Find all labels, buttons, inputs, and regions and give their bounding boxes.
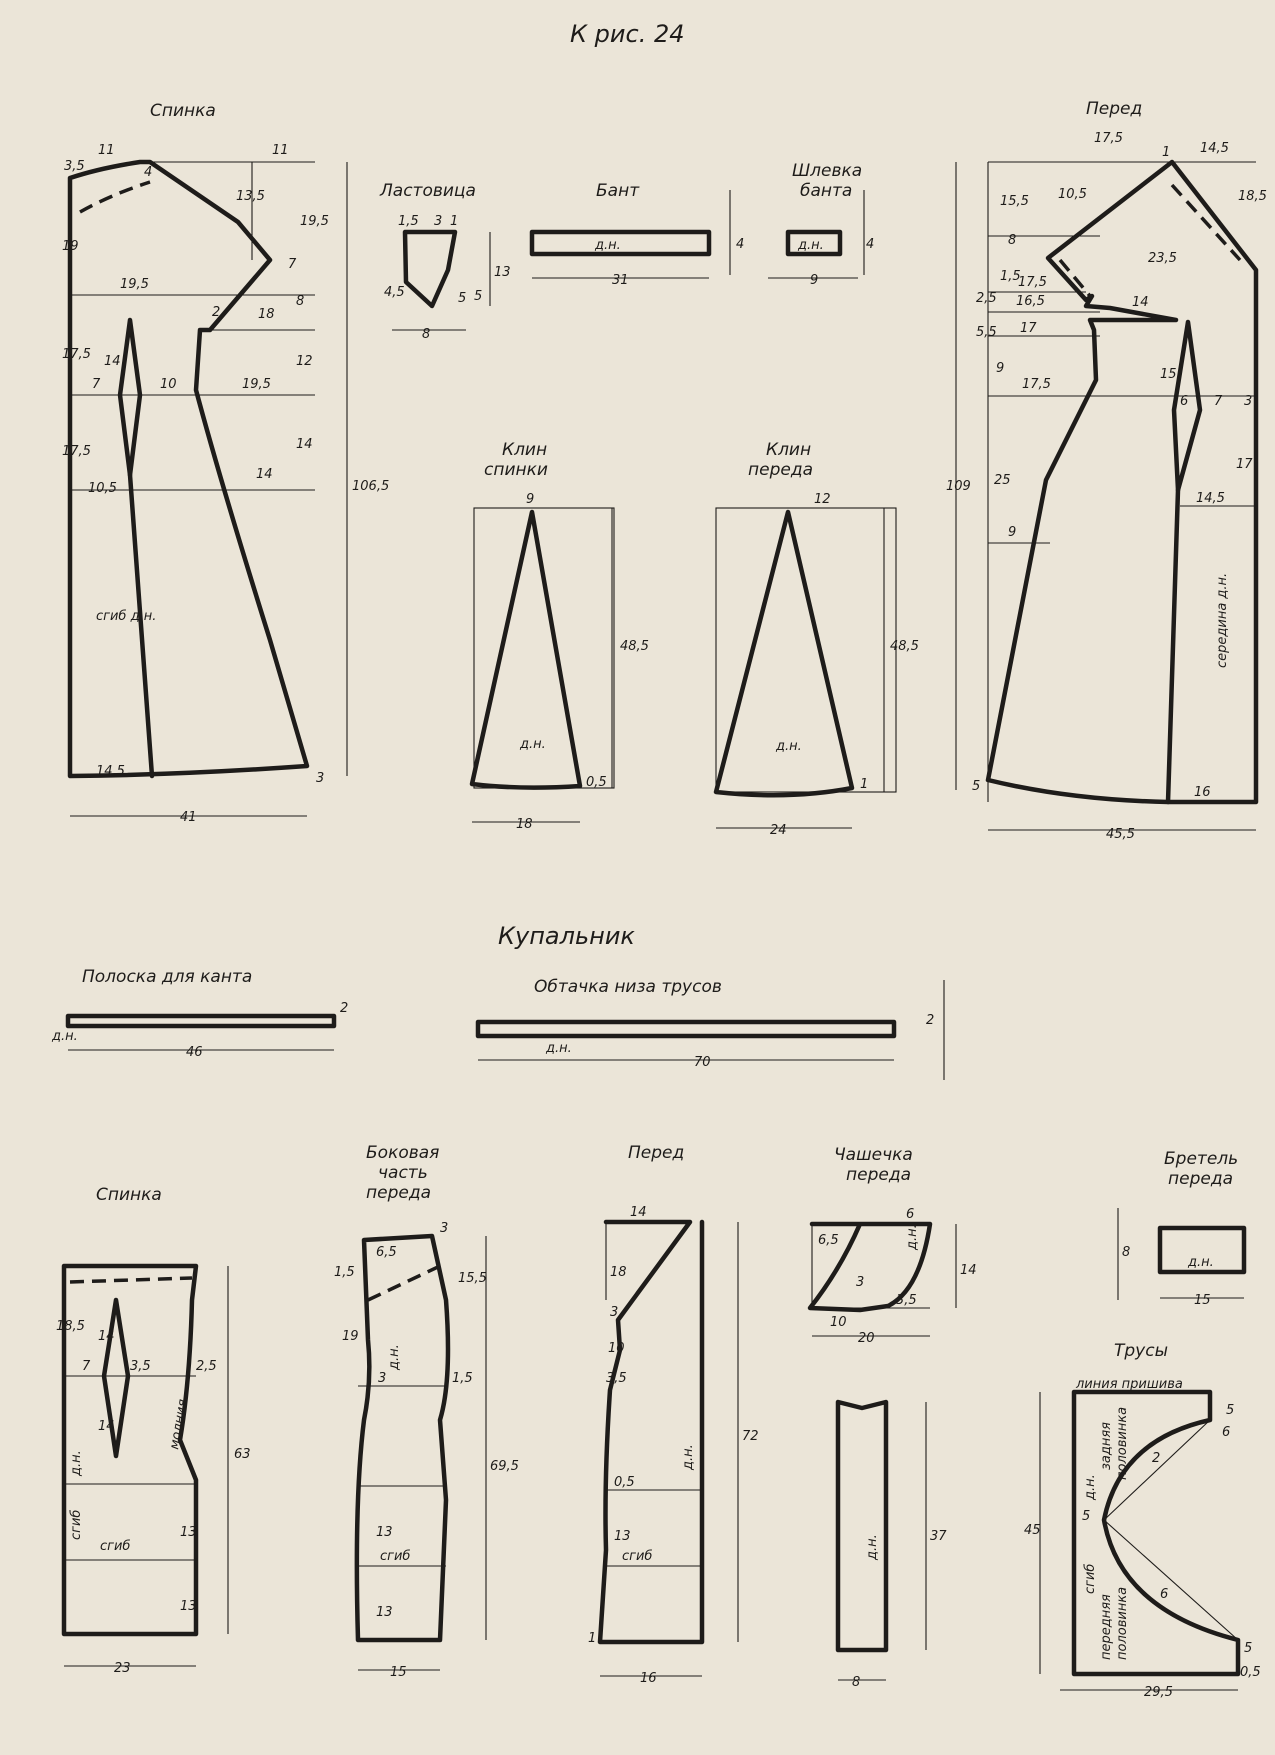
dress-gusset-pattern — [379, 181, 511, 342]
dress-front-m: 5 — [972, 779, 981, 794]
dress-back-m: 17,5 — [62, 347, 91, 362]
dress-front-m: 9 — [996, 361, 1005, 376]
strap-m: 8 — [1122, 1245, 1131, 1260]
swimsuit-briefs-pattern — [1024, 1341, 1261, 1700]
swim-front-m: 13 — [614, 1529, 631, 1544]
trim-strip-m: 46 — [186, 1045, 203, 1060]
dress-front-m: 109 — [946, 479, 971, 494]
swim-front-m: 14 — [630, 1205, 647, 1220]
briefs-m: 6 — [1222, 1425, 1231, 1440]
side-front-m: 15 — [390, 1665, 407, 1680]
dress-back-m: 19,5 — [300, 214, 329, 229]
strip-outline — [838, 1402, 886, 1650]
swim-front-m: 18 — [610, 1265, 627, 1280]
dress-back-m: 3 — [316, 771, 325, 786]
dress-front-m: 9 — [1008, 525, 1017, 540]
briefs-m: 5 — [1226, 1403, 1235, 1418]
swimsuit-strip-pattern — [838, 1402, 947, 1690]
side-front-m: 13 — [376, 1605, 393, 1620]
swim-back-m: 23 — [114, 1661, 131, 1676]
back-gore-m: 48,5 — [620, 639, 649, 654]
swimsuit-brief-facing-pattern — [478, 977, 944, 1080]
dress-front-m: 14,5 — [1196, 491, 1225, 506]
swim-front-fold: сгиб — [622, 1549, 653, 1564]
front-gore-title-1: Клин — [766, 440, 812, 460]
dress-front-m: 17,5 — [1022, 377, 1051, 392]
briefs-front-half-1: передняя — [1099, 1594, 1114, 1660]
back-gore-m: 18 — [516, 817, 533, 832]
dress-back-m: 41 — [180, 810, 197, 825]
dress-front-m: 17,5 — [1018, 275, 1047, 290]
dress-back-m: 10,5 — [88, 481, 117, 496]
strap-m: 15 — [1194, 1293, 1211, 1308]
dress-back-m: 10 — [160, 377, 177, 392]
dress-front-m: 25 — [994, 473, 1011, 488]
swim-front-m: 3 — [610, 1305, 619, 1320]
back-gore-title-1: Клин — [502, 440, 548, 460]
dress-front-m: 14 — [1132, 295, 1149, 310]
dress-back-m: 19 — [62, 239, 79, 254]
gusset-m: 3 — [434, 214, 443, 229]
briefs-m: 6 — [1160, 1587, 1169, 1602]
briefs-m: 2 — [1152, 1451, 1161, 1466]
dress-front-m: 3 — [1244, 394, 1253, 409]
dress-front-outline — [988, 162, 1256, 802]
bow-m: 31 — [612, 273, 629, 288]
swimsuit-trim-strip-pattern — [51, 967, 348, 1060]
dress-back-m: 106,5 — [352, 479, 390, 494]
bow-grain: д.н. — [595, 238, 621, 253]
swimsuit-cup-pattern — [810, 1145, 977, 1346]
swim-front-m: 1 — [588, 1631, 597, 1646]
swim-back-m: 3,5 — [130, 1359, 151, 1374]
dress-bow-loop-pattern — [768, 161, 874, 288]
dress-front-m: 15,5 — [1000, 194, 1029, 209]
gusset-m: 13 — [494, 265, 511, 280]
dress-front-m: 17 — [1020, 321, 1037, 336]
side-front-title-2: часть — [378, 1163, 428, 1183]
front-gore-guide — [716, 508, 896, 792]
dress-back-m: 14 — [256, 467, 273, 482]
cup-title-1: Чашечка — [834, 1145, 913, 1165]
dress-back-m: 14 — [296, 437, 313, 452]
side-front-m: 1,5 — [334, 1265, 355, 1280]
strap-grain: д.н. — [1188, 1255, 1214, 1270]
swim-front-grain: д.н. — [681, 1444, 696, 1470]
side-front-m: 19 — [342, 1329, 359, 1344]
gusset-m: 5 — [474, 289, 483, 304]
swim-front-m: 72 — [742, 1429, 759, 1444]
dress-back-m: 2 — [212, 305, 221, 320]
trim-strip-m: 2 — [340, 1001, 349, 1016]
dress-back-dart — [120, 320, 140, 475]
dress-back-m: 11 — [272, 143, 289, 158]
bow-loop-title-1: Шлевка — [792, 161, 863, 181]
brief-facing-m: 70 — [694, 1055, 711, 1070]
brief-facing-m: 2 — [926, 1013, 935, 1028]
swim-front-m: 16 — [640, 1671, 657, 1686]
side-front-m: 3 — [440, 1221, 449, 1236]
dress-back-yoke-dash — [80, 182, 150, 212]
cup-m: 6,5 — [818, 1233, 839, 1248]
dress-front-m: 1 — [1162, 145, 1171, 160]
swim-back-title: Спинка — [96, 1185, 162, 1205]
cup-m: 6 — [906, 1207, 915, 1222]
dress-front-m: 23,5 — [1148, 251, 1177, 266]
swim-front-title: Перед — [628, 1143, 685, 1163]
swim-back-m: 13 — [180, 1599, 197, 1614]
strap-title-1: Бретель — [1164, 1149, 1239, 1169]
briefs-m: 29,5 — [1144, 1685, 1173, 1700]
cup-m: 3 — [856, 1275, 865, 1290]
gusset-m: 1 — [450, 214, 459, 229]
gusset-m: 8 — [422, 327, 431, 342]
swim-front-m: 0,5 — [614, 1475, 635, 1490]
side-front-m: 15,5 — [458, 1271, 487, 1286]
dress-front-m: 8 — [1008, 233, 1017, 248]
gusset-outline — [405, 232, 455, 306]
briefs-grain: д.н. — [1083, 1474, 1098, 1500]
gusset-m: 1,5 — [398, 214, 419, 229]
dress-back-m: 11 — [98, 143, 115, 158]
briefs-m: 45 — [1024, 1523, 1041, 1538]
brief-facing-title: Обтачка низа трусов — [534, 977, 722, 997]
bow-loop-m: 9 — [810, 273, 819, 288]
dress-back-m: 8 — [296, 294, 305, 309]
side-front-outline — [357, 1236, 448, 1640]
dress-back-m: 13,5 — [236, 189, 265, 204]
briefs-fold: сгиб — [1083, 1563, 1098, 1594]
dress-front-m: 7 — [1214, 394, 1223, 409]
swim-back-m: 63 — [234, 1447, 251, 1462]
brief-facing-outline — [478, 1022, 894, 1036]
dress-back-m: 17,5 — [62, 444, 91, 459]
dress-back-m: 14,5 — [96, 764, 125, 779]
dress-front-m: 10,5 — [1058, 187, 1087, 202]
swim-back-zip-label: молния — [167, 1398, 191, 1451]
swim-back-fold: сгиб — [69, 1509, 84, 1540]
swim-back-grain: д.н. — [69, 1450, 84, 1476]
bow-m: 4 — [736, 237, 745, 252]
dress-front-m: 17 — [1236, 457, 1253, 472]
dress-back-title: Спинка — [150, 101, 216, 121]
cup-grain: д.н. — [905, 1224, 920, 1250]
dress-front-m: 5,5 — [976, 325, 997, 340]
dress-back-m: 3,5 — [64, 159, 85, 174]
gusset-title: Ластовица — [380, 181, 476, 201]
swim-front-m: 3,5 — [606, 1371, 627, 1386]
briefs-title: Трусы — [1114, 1341, 1169, 1361]
strap-title-2: переда — [1168, 1169, 1233, 1189]
briefs-back-half-2: половинка — [1115, 1406, 1130, 1480]
cup-title-2: переда — [846, 1165, 911, 1185]
front-gore-m: 1 — [860, 777, 869, 792]
front-gore-grain: д.н. — [776, 739, 802, 754]
briefs-seam-line: линия пришива — [1076, 1377, 1183, 1392]
dress-front-m: 18,5 — [1238, 189, 1267, 204]
swim-back-m: 18,5 — [56, 1319, 85, 1334]
swim-back-m: 7 — [82, 1359, 91, 1374]
dress-back-m: 19,5 — [242, 377, 271, 392]
dress-bow-pattern — [532, 181, 744, 288]
swimsuit-section-title: Купальник — [498, 922, 635, 950]
dress-back-m: 7 — [288, 257, 297, 272]
dress-front-center-label: середина д.н. — [1215, 572, 1230, 668]
dress-back-m: 14 — [104, 354, 121, 369]
gusset-m: 4,5 — [384, 285, 405, 300]
dress-front-yoke-dash — [1172, 185, 1240, 260]
dress-front-m: 16 — [1194, 785, 1211, 800]
side-front-yoke-dash — [368, 1266, 440, 1300]
dress-front-title: Перед — [1086, 99, 1143, 119]
dress-front-m: 17,5 — [1094, 131, 1123, 146]
page-header: К рис. 24 — [570, 20, 685, 48]
side-front-title-3: переда — [366, 1183, 431, 1203]
dress-front-m: 15 — [1160, 367, 1177, 382]
back-gore-m: 0,5 — [586, 775, 607, 790]
side-front-m: 13 — [376, 1525, 393, 1540]
dress-back-m: 12 — [296, 354, 313, 369]
cup-m: 10 — [830, 1315, 847, 1330]
swim-front-outline — [600, 1222, 702, 1642]
bow-loop-m: 4 — [866, 237, 875, 252]
side-front-title-1: Боковая — [366, 1143, 440, 1163]
back-gore-title-2: спинки — [484, 460, 548, 480]
strip-m: 37 — [930, 1529, 947, 1544]
dress-back-gore-pattern — [472, 440, 649, 832]
briefs-m: 5 — [1082, 1509, 1091, 1524]
dress-front-m: 6 — [1180, 394, 1189, 409]
trim-strip-grain: д.н. — [52, 1029, 78, 1044]
swimsuit-side-front-pattern — [334, 1143, 519, 1680]
dress-front-m: 14,5 — [1200, 141, 1229, 156]
gusset-m: 5 — [458, 291, 467, 306]
dress-front-m: 16,5 — [1016, 294, 1045, 309]
bow-title: Бант — [596, 181, 640, 201]
dress-front-m: 1,5 — [1000, 269, 1021, 284]
dress-back-m: 7 — [92, 377, 101, 392]
strip-grain: д.н. — [865, 1534, 880, 1560]
side-front-m: 3 — [378, 1371, 387, 1386]
briefs-m: 5 — [1244, 1641, 1253, 1656]
side-front-grain: д.н. — [387, 1344, 402, 1370]
front-gore-title-2: переда — [748, 460, 813, 480]
side-front-m: 1,5 — [452, 1371, 473, 1386]
cup-m: 3,5 — [896, 1293, 917, 1308]
back-gore-m: 9 — [526, 492, 535, 507]
swim-back-m: 13 — [180, 1525, 197, 1540]
swim-back-m: 14 — [98, 1329, 115, 1344]
front-gore-m: 24 — [770, 823, 787, 838]
dress-back-fold-label: сгиб д.н. — [96, 609, 157, 624]
briefs-m: 0,5 — [1240, 1665, 1261, 1680]
swimsuit-strap-pattern — [1118, 1149, 1244, 1308]
swimsuit-front-pattern — [588, 1143, 759, 1686]
dress-back-m: 4 — [144, 165, 153, 180]
dress-front-m: 45,5 — [1106, 827, 1135, 842]
side-front-m: 69,5 — [490, 1459, 519, 1474]
dress-front-m: 2,5 — [976, 291, 997, 306]
trim-strip-outline — [68, 1016, 334, 1026]
briefs-back-half-1: задняя — [1099, 1421, 1114, 1470]
bow-loop-grain: д.н. — [798, 238, 824, 253]
dress-front-pattern — [946, 99, 1267, 842]
briefs-front-half-2: половинка — [1115, 1586, 1130, 1660]
dress-back-m: 18 — [258, 307, 275, 322]
bow-loop-title-2: банта — [800, 181, 853, 201]
dress-front-gore-pattern — [716, 440, 919, 838]
side-front-fold: сгиб — [380, 1549, 411, 1564]
cup-m: 14 — [960, 1263, 977, 1278]
dress-back-gore-line — [130, 475, 152, 776]
back-gore-grain: д.н. — [520, 737, 546, 752]
front-gore-m: 12 — [814, 492, 831, 507]
dress-back-pattern — [62, 101, 389, 825]
swim-back-fold-2: сгиб — [100, 1539, 131, 1554]
dress-front-gore-line — [1168, 490, 1178, 802]
brief-facing-grain: д.н. — [546, 1041, 572, 1056]
side-front-m: 6,5 — [376, 1245, 397, 1260]
swim-back-m: 14 — [98, 1419, 115, 1434]
strip-m: 8 — [852, 1675, 861, 1690]
front-gore-m: 48,5 — [890, 639, 919, 654]
swim-back-m: 2,5 — [196, 1359, 217, 1374]
swim-back-yoke-dash — [70, 1278, 192, 1282]
dress-back-m: 19,5 — [120, 277, 149, 292]
swim-front-m: 10 — [608, 1341, 625, 1356]
swimsuit-back-pattern — [56, 1185, 251, 1676]
trim-strip-title: Полоска для канта — [82, 967, 253, 987]
cup-m: 20 — [858, 1331, 875, 1346]
